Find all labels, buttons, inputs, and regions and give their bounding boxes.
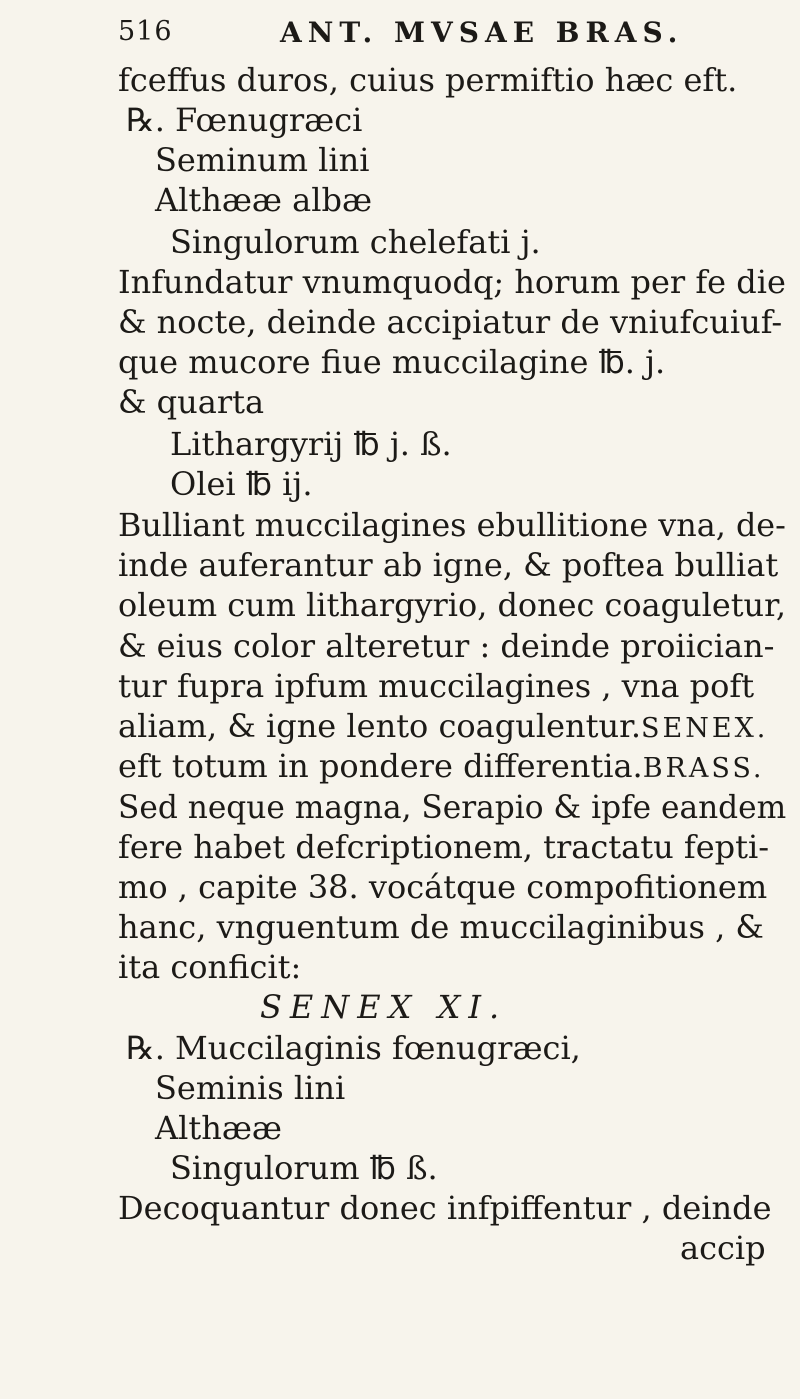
text-line: fceffus duros, cuius permiftio hæc eft. bbox=[118, 61, 738, 99]
text-line: inde auferantur ab igne, & poftea bulliat bbox=[118, 546, 779, 584]
text-line: Singulorum chelefati j. bbox=[170, 223, 541, 261]
text-line: ita conficit: bbox=[118, 948, 302, 986]
text-line: Olei ℔ ij. bbox=[170, 465, 313, 503]
speaker-label-senex: SENEX. bbox=[641, 713, 769, 744]
text-line-part: aliam, & igne lento coagulentur. bbox=[118, 707, 642, 745]
text-line: Sed neque magna, Serapio & ipfe eandem bbox=[118, 788, 787, 826]
text-line: que mucore fiue muccilagine ℔. j. bbox=[118, 343, 666, 381]
text-line-part: eft totum in pondere differentia. bbox=[118, 747, 643, 785]
text-line: & nocte, deinde accipiatur de vniufcuiuf- bbox=[118, 303, 783, 341]
text-line: Infundatur vnumquodq; horum per fe die bbox=[118, 263, 786, 301]
text-line: oleum cum lithargyrio, donec coaguletur, bbox=[118, 586, 786, 624]
text-line: ℞. Fœnugræci bbox=[126, 101, 363, 139]
text-line: Althææ albæ bbox=[155, 181, 373, 219]
text-line: & quarta bbox=[118, 383, 265, 421]
text-line: Seminis lini bbox=[155, 1069, 346, 1107]
text-line: Bulliant muccilagines ebullitione vna, de- bbox=[118, 506, 786, 544]
section-heading: SENEX XI. bbox=[260, 988, 508, 1026]
text-line: Althææ bbox=[155, 1109, 282, 1147]
text-line: ℞. Muccilaginis fœnugræci, bbox=[126, 1029, 581, 1067]
text-line bbox=[118, 706, 768, 749]
text-line bbox=[118, 746, 765, 789]
running-head: ANT. MVSAE BRAS. bbox=[280, 16, 684, 49]
text-line: Decoquantur donec infpiffentur , deinde bbox=[118, 1189, 772, 1227]
speaker-label-brass: BRASS. bbox=[642, 753, 765, 784]
text-line: Singulorum ℔ ß. bbox=[170, 1149, 438, 1187]
text-line: mo , capite 38. vocátque compofitionem bbox=[118, 868, 768, 906]
page-header bbox=[118, 16, 770, 60]
text-line: tur fupra ipfum muccilagines , vna poft bbox=[118, 667, 755, 705]
text-line: fere habet defcriptionem, tractatu fepti- bbox=[118, 828, 770, 866]
text-line: Seminum lini bbox=[155, 141, 370, 179]
page-number: 516 bbox=[118, 16, 173, 47]
text-line: hanc, vnguentum de muccilaginibus , & bbox=[118, 908, 764, 946]
catchword: accip bbox=[680, 1229, 766, 1267]
text-line: & eius color alteretur : deinde proiician- bbox=[118, 627, 775, 665]
text-line: Lithargyrij ℔ j. ß. bbox=[170, 425, 452, 463]
